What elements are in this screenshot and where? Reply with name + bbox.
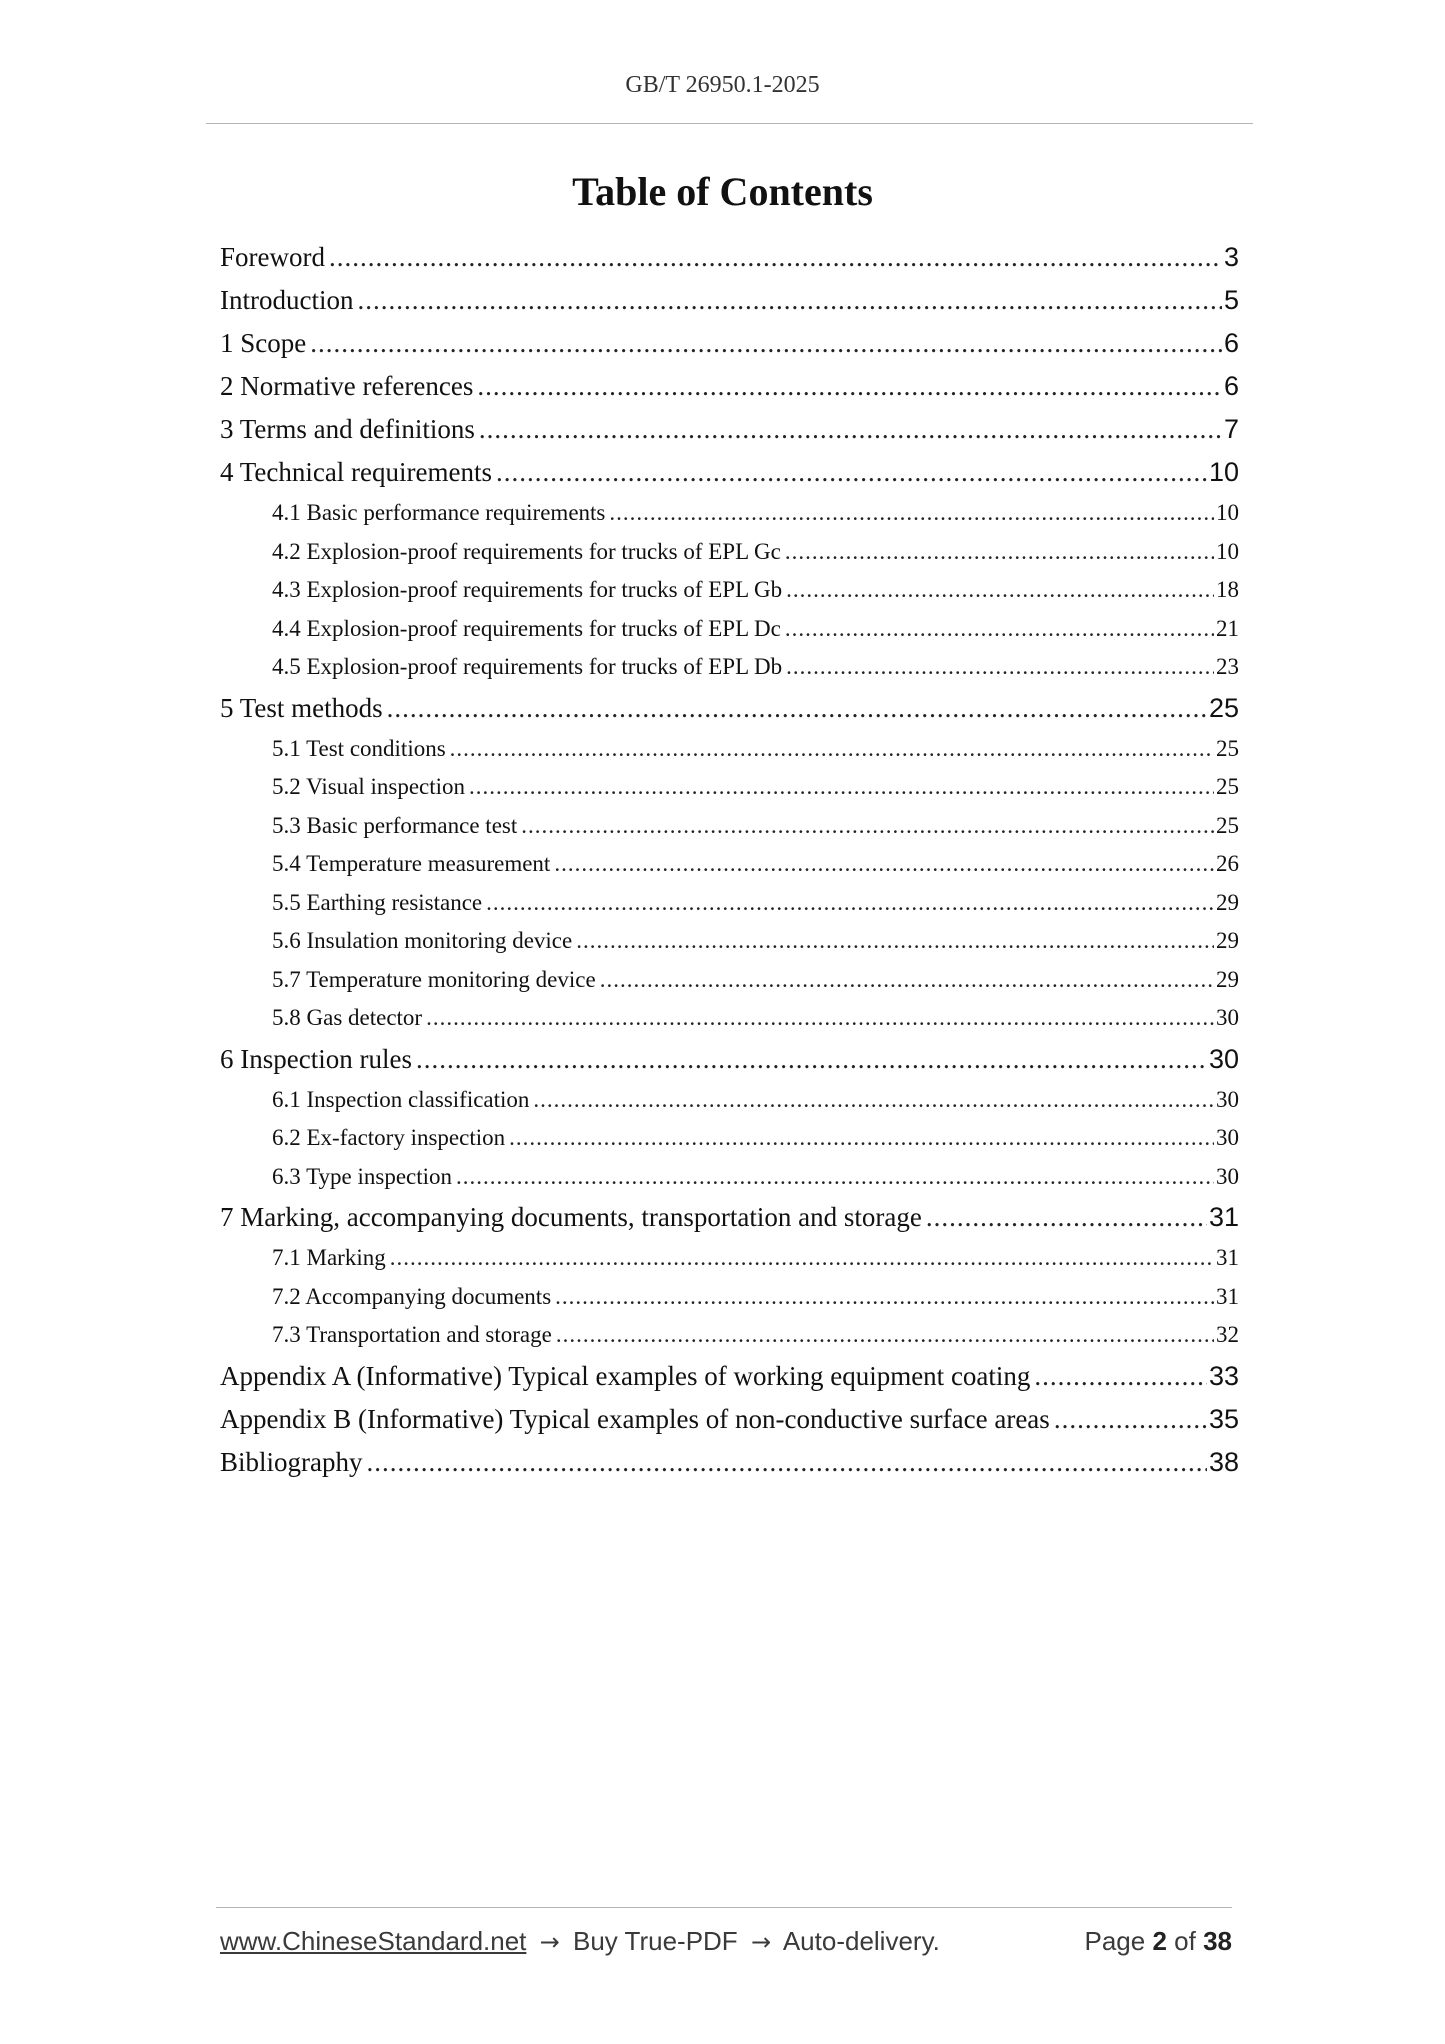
- dot-leader: [609, 494, 1214, 533]
- toc-page-number: 21: [1216, 615, 1239, 641]
- toc-entry-title: 4.5 Explosion-proof requirements for trucks of EPL Db: [272, 654, 783, 679]
- toc-entry-title: 5.7 Temperature monitoring device: [272, 966, 596, 992]
- toc-page-number: 29: [1216, 928, 1239, 953]
- dot-leader: [469, 768, 1214, 807]
- toc-entry-title: 6.2 Ex-factory inspection: [272, 1125, 506, 1150]
- page-number: [1084, 1926, 1232, 1957]
- toc-subentry[interactable]: [220, 807, 1239, 846]
- toc-page-number: 18: [1216, 577, 1239, 602]
- auto-delivery-text: Auto-delivery.: [782, 1926, 940, 1956]
- toc-entry-title: 3 Terms and definitions: [220, 414, 475, 444]
- toc-entry[interactable]: [220, 1441, 1239, 1484]
- toc-page-number: 25: [1208, 692, 1239, 723]
- toc-page-number: 33: [1208, 1360, 1239, 1391]
- toc-page-number: 25: [1216, 812, 1239, 838]
- toc-entry-title: 5.4 Temperature measurement: [272, 851, 551, 876]
- dot-leader: [600, 961, 1214, 1000]
- footer-promo: [220, 1926, 940, 1957]
- dot-leader: [1054, 1398, 1207, 1441]
- dot-leader: [576, 922, 1214, 961]
- toc-subentry[interactable]: [220, 1119, 1239, 1158]
- toc-entry[interactable]: [220, 1398, 1239, 1441]
- toc-entry[interactable]: [220, 365, 1239, 408]
- toc-entry-title: Bibliography: [220, 1446, 363, 1477]
- toc-subentry[interactable]: [220, 533, 1239, 572]
- dot-leader: [416, 1038, 1207, 1081]
- toc-page-number: 31: [1216, 1283, 1239, 1309]
- toc-entry[interactable]: [220, 451, 1239, 494]
- toc-page-number: 29: [1216, 889, 1239, 915]
- toc-subentry[interactable]: [220, 730, 1239, 769]
- toc-page-number: 6: [1223, 328, 1239, 358]
- toc-subentry[interactable]: [220, 1316, 1239, 1355]
- document-code-header: GB/T 26950.1-2025: [625, 72, 820, 98]
- dot-leader: [556, 1316, 1214, 1355]
- toc-entry-title: 5 Test methods: [220, 692, 383, 723]
- toc-page-number: 23: [1216, 654, 1239, 679]
- dot-leader: [926, 1196, 1207, 1239]
- dot-leader: [786, 571, 1214, 610]
- toc-entry[interactable]: [220, 1038, 1239, 1081]
- toc-subentry[interactable]: [220, 999, 1239, 1038]
- toc-subentry[interactable]: [220, 1158, 1239, 1197]
- toc-entry-title: 2 Normative references: [220, 371, 474, 401]
- dot-leader: [390, 1239, 1214, 1278]
- footer-divider: [216, 1907, 1232, 1908]
- toc-subentry[interactable]: [220, 1278, 1239, 1317]
- dot-leader: [479, 408, 1222, 451]
- toc-entry[interactable]: [220, 236, 1239, 279]
- dot-leader: [477, 365, 1222, 408]
- toc-entry-title: Foreword: [220, 242, 325, 272]
- dot-leader: [786, 648, 1214, 687]
- toc-page-number: 31: [1208, 1202, 1239, 1232]
- toc-entry-title: 7 Marking, accompanying documents, transportation and storage: [220, 1202, 922, 1232]
- toc-entry-title: 4.3 Explosion-proof requirements for trucks of EPL Gb: [272, 577, 783, 602]
- toc-entry-title: Appendix B (Informative) Typical examples of non-conductive surface areas: [220, 1403, 1050, 1434]
- table-of-contents: [220, 236, 1239, 1484]
- toc-page-number: 38: [1208, 1446, 1239, 1477]
- toc-subentry[interactable]: [220, 610, 1239, 649]
- arrow-right-icon: →: [539, 1928, 560, 1956]
- website-link[interactable]: www.ChineseStandard.net: [220, 1926, 527, 1956]
- toc-entry-title: 4.1 Basic performance requirements: [272, 500, 606, 525]
- toc-entry-title: 7.2 Accompanying documents: [272, 1283, 552, 1309]
- arrow-right-icon: →: [750, 1928, 772, 1956]
- toc-page-number: 30: [1216, 1125, 1239, 1150]
- toc-page-number: 6: [1223, 371, 1239, 401]
- toc-entry-title: 7.3 Transportation and storage: [272, 1322, 552, 1347]
- dot-leader: [509, 1119, 1214, 1158]
- toc-page-number: 30: [1216, 1005, 1239, 1030]
- current-page-number: 2: [1152, 1926, 1167, 1956]
- dot-leader: [555, 1278, 1214, 1317]
- buy-true-pdf-text: Buy True-PDF: [572, 1926, 738, 1956]
- toc-subentry[interactable]: [220, 845, 1239, 884]
- dot-leader: [456, 1158, 1214, 1197]
- toc-entry-title: 5.8 Gas detector: [272, 1005, 423, 1030]
- toc-page-number: 10: [1216, 500, 1239, 525]
- toc-page-number: 10: [1216, 538, 1239, 564]
- dot-leader: [426, 999, 1214, 1038]
- toc-entry-title: 6.3 Type inspection: [272, 1163, 453, 1189]
- dot-leader: [533, 1081, 1214, 1120]
- toc-entry-title: Introduction: [220, 285, 354, 315]
- toc-page-number: 25: [1216, 774, 1239, 799]
- toc-subentry[interactable]: [220, 648, 1239, 687]
- dot-leader: [310, 322, 1222, 365]
- toc-page-number: 29: [1216, 966, 1239, 992]
- toc-subentry[interactable]: [220, 768, 1239, 807]
- toc-entry-title: Appendix A (Informative) Typical examples of working equipment coating: [220, 1360, 1031, 1391]
- toc-entry-title: 5.6 Insulation monitoring device: [272, 928, 573, 953]
- toc-page-number: 26: [1216, 851, 1239, 876]
- toc-page-number: 35: [1208, 1403, 1239, 1434]
- dot-leader: [387, 687, 1207, 730]
- toc-entry-title: 6 Inspection rules: [220, 1043, 412, 1074]
- toc-subentry[interactable]: [220, 494, 1239, 533]
- toc-entry[interactable]: [220, 408, 1239, 451]
- dot-leader: [367, 1441, 1207, 1484]
- dot-leader: [785, 533, 1214, 572]
- dot-leader: [486, 884, 1214, 923]
- toc-page-number: 30: [1208, 1043, 1239, 1074]
- page-title: Table of Contents: [572, 169, 873, 214]
- toc-page-number: 32: [1216, 1322, 1239, 1347]
- toc-entry-title: 1 Scope: [220, 328, 307, 358]
- toc-page-number: 30: [1216, 1163, 1239, 1189]
- toc-subentry[interactable]: [220, 884, 1239, 923]
- header-divider: [206, 123, 1253, 124]
- toc-entry-title: 5.1 Test conditions: [272, 735, 446, 761]
- toc-page-number: 25: [1216, 735, 1239, 761]
- toc-entry-title: 4 Technical requirements: [220, 457, 493, 487]
- page-label: Page: [1084, 1926, 1146, 1956]
- toc-subentry[interactable]: [220, 571, 1239, 610]
- toc-page-number: 3: [1223, 242, 1239, 272]
- toc-entry[interactable]: [220, 1196, 1239, 1239]
- page-of-label: of: [1174, 1926, 1196, 1956]
- toc-page-number: 5: [1223, 285, 1239, 315]
- dot-leader: [785, 610, 1214, 649]
- toc-entry-title: 7.1 Marking: [272, 1245, 386, 1270]
- toc-subentry[interactable]: [220, 922, 1239, 961]
- toc-entry-title: 5.2 Visual inspection: [272, 774, 466, 799]
- toc-page-number: 30: [1216, 1086, 1239, 1112]
- dot-leader: [1034, 1355, 1207, 1398]
- dot-leader: [357, 279, 1221, 322]
- dot-leader: [450, 730, 1214, 769]
- toc-entry-title: 5.5 Earthing resistance: [272, 889, 483, 915]
- toc-page-number: 7: [1223, 414, 1239, 444]
- toc-entry[interactable]: [220, 279, 1239, 322]
- toc-entry-title: 6.1 Inspection classification: [272, 1086, 530, 1112]
- toc-subentry[interactable]: [220, 1239, 1239, 1278]
- toc-entry-title: 4.2 Explosion-proof requirements for trucks of EPL Gc: [272, 538, 781, 564]
- toc-entry[interactable]: [220, 687, 1239, 730]
- toc-entry-title: 5.3 Basic performance test: [272, 812, 518, 838]
- dot-leader: [329, 236, 1222, 279]
- toc-page-number: 31: [1216, 1245, 1239, 1270]
- dot-leader: [554, 845, 1214, 884]
- toc-subentry[interactable]: [220, 1081, 1239, 1120]
- page-footer: [220, 1926, 1232, 1962]
- total-pages-number: 38: [1203, 1926, 1232, 1956]
- toc-entry-title: 4.4 Explosion-proof requirements for trucks of EPL Dc: [272, 615, 781, 641]
- toc-entry[interactable]: [220, 322, 1239, 365]
- toc-subentry[interactable]: [220, 961, 1239, 1000]
- dot-leader: [496, 451, 1207, 494]
- toc-page-number: 10: [1208, 457, 1239, 487]
- toc-entry[interactable]: [220, 1355, 1239, 1398]
- dot-leader: [521, 807, 1214, 846]
